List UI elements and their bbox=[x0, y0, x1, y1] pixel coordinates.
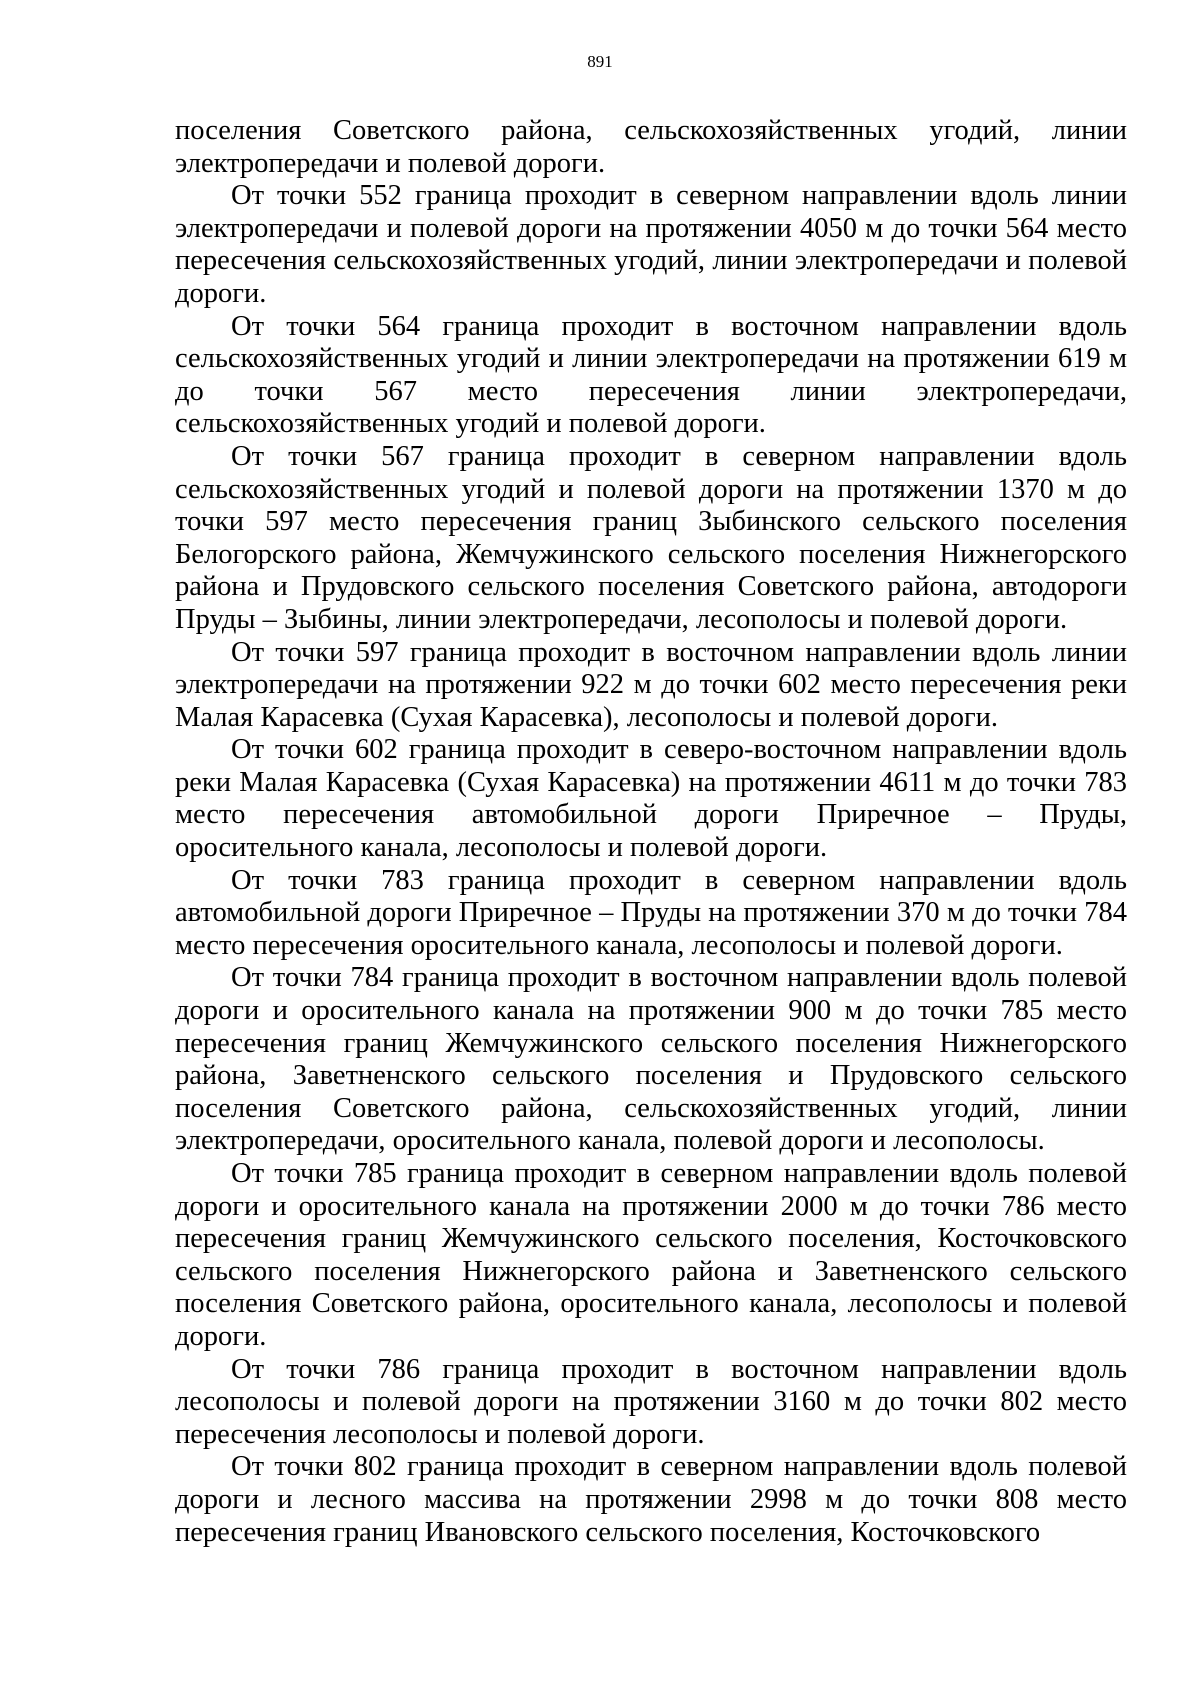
paragraph: От точки 786 граница проходит в восточном направлении вдоль лесополосы и полевой дороги на протяжении 3160 м до точки 802 место пересечения лесополосы и полевой дороги. bbox=[175, 1353, 1127, 1450]
paragraph: От точки 567 граница проходит в северном направлении вдоль сельскохозяйственных угодий и полевой дороги на протяжении 1370 м до точки 597 место пересечения границ Зыбинского сельского поселения Белогорского района, Жемчужинского сельского поселения Нижнегорского района и Прудовского сельского поселения Советского района, автодороги Пруды – Зыбины, линии электропередачи, лесополосы и полевой дороги. bbox=[175, 440, 1127, 635]
page-number: 891 bbox=[587, 52, 613, 71]
paragraph: От точки 552 граница проходит в северном направлении вдоль линии электропередачи и полевой дороги на протяжении 4050 м до точки 564 место пересечения сельскохозяйственных угодий, линии электропередачи и полевой дороги. bbox=[175, 180, 1127, 309]
paragraph: поселения Советского района, сельскохозяйственных угодий, линии электропередачи и полевой дороги. bbox=[175, 115, 1127, 179]
document-body bbox=[175, 115, 1127, 1549]
paragraph: От точки 784 граница проходит в восточном направлении вдоль полевой дороги и оросительного канала на протяжении 900 м до точки 785 место пересечения границ Жемчужинского сельского поселения Нижнегорского района, Заветненского сельского поселения и Прудовского сельского поселения Советского района, сельскохозяйственных угодий, линии электропередачи, оросительного канала, полевой дороги и лесополосы. bbox=[175, 962, 1127, 1157]
paragraph: От точки 783 граница проходит в северном направлении вдоль автомобильной дороги Приречное – Пруды на протяжении 370 м до точки 784 место пересечения оросительного канала, лесополосы и полевой дороги. bbox=[175, 864, 1127, 961]
paragraph: От точки 564 граница проходит в восточном направлении вдоль сельскохозяйственных угодий и линии электропередачи на протяжении 619 м до точки 567 место пересечения линии электропередачи, сельскохозяйственных угодий и полевой дороги. bbox=[175, 310, 1127, 440]
paragraph: От точки 602 граница проходит в северо-восточном направлении вдоль реки Малая Карасевка (Сухая Карасевка) на протяжении 4611 м до точки 783 место пересечения автомобильной дороги Приречное – Пруды, оросительного канала, лесополосы и полевой дороги. bbox=[175, 734, 1127, 864]
paragraph: От точки 597 граница проходит в восточном направлении вдоль линии электропередачи на протяжении 922 м до точки 602 место пересечения реки Малая Карасевка (Сухая Карасевка), лесополосы и полевой дороги. bbox=[175, 636, 1127, 733]
paragraph: От точки 802 граница проходит в северном направлении вдоль полевой дороги и лесного массива на протяжении 2998 м до точки 808 место пересечения границ Ивановского сельского поселения, Косточковского bbox=[175, 1451, 1127, 1548]
paragraph: От точки 785 граница проходит в северном направлении вдоль полевой дороги и оросительного канала на протяжении 2000 м до точки 786 место пересечения границ Жемчужинского сельского поселения, Косточковского сельского поселения Нижнегорского района и Заветненского сельского поселения Советского района, оросительного канала, лесополосы и полевой дороги. bbox=[175, 1158, 1127, 1352]
